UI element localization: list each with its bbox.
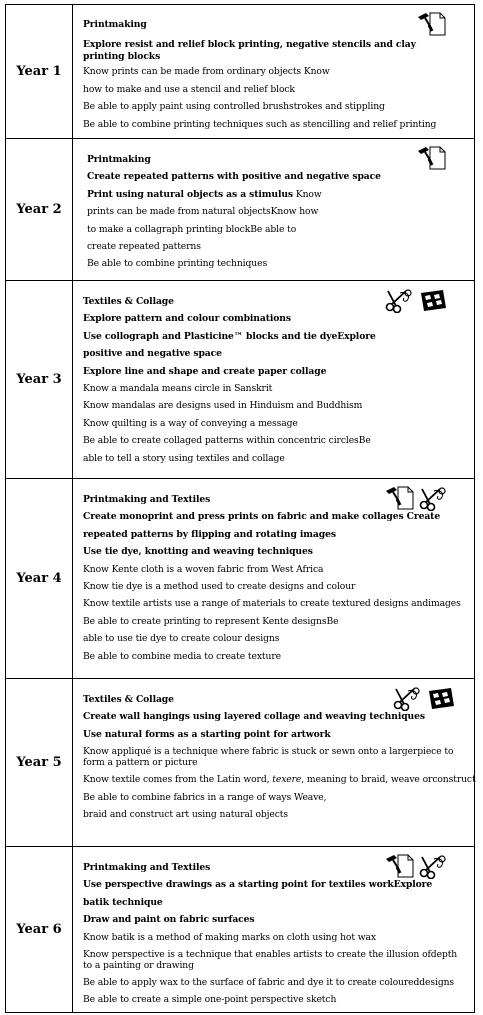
content-line: Know a mandala means circle in Sanskrit <box>83 383 273 395</box>
icon-group <box>384 287 448 313</box>
content-line: Textiles & Collage <box>83 296 174 307</box>
content-line: Know mandalas are designs used in Hinduism and Buddhism <box>83 400 363 412</box>
row-content <box>73 847 474 1012</box>
content-line: Printmaking <box>83 19 147 30</box>
content-line-bold: Print using natural objects as a stimulus <box>87 188 294 200</box>
icon-group <box>416 11 446 37</box>
row-content <box>73 679 482 846</box>
content-line: prints can be made from natural objectsKnow how <box>87 206 319 218</box>
content-line-lead: Know textile comes from the Latin word, <box>83 774 273 786</box>
content-line: Use collograph and Plasticine™ blocks and tie dyeExplore <box>83 330 376 342</box>
content-line: Know prints can be made from ordinary objects Know <box>83 66 330 78</box>
content-line: Know perspective is a technique that enables artists to create the illusion ofdepth to a painting or drawing <box>83 949 458 972</box>
table-row <box>5 281 475 479</box>
fabric-swatch-icon <box>426 685 456 711</box>
year-label: Year 2 <box>6 139 73 280</box>
content-line-tail: Know <box>293 188 322 200</box>
curriculum-table <box>5 4 475 1013</box>
content-line: Printmaking and Textiles <box>83 862 211 873</box>
content-line: Be able to combine fabrics in a range of ways Weave, <box>83 791 327 803</box>
content-line: Create monoprint and press prints on fabric and make collages Create <box>83 511 441 523</box>
content-line: batik technique <box>83 896 163 908</box>
content-line: Be able to combine printing techniques <box>87 258 268 270</box>
content-line: Create wall hangings using layered collage and weaving techniques <box>83 711 425 723</box>
content-line: Be able to create collaged patterns within concentric circlesBe <box>83 435 371 447</box>
content-line <box>87 186 468 203</box>
icon-group <box>416 145 446 171</box>
content-line: Be able to create a simple one-point perspective sketch <box>83 994 337 1006</box>
icon-group <box>384 485 448 511</box>
content-line: Know textile artists use a range of materials to create textured designs andimages <box>83 598 461 610</box>
content-line: Explore resist and relief block printing, negative stencils and clay <box>83 39 416 51</box>
paint-roller-icon <box>384 853 414 879</box>
row-content <box>73 479 474 678</box>
paint-roller-icon <box>416 145 446 171</box>
content-line: able to tell a story using textiles and collage <box>83 452 285 464</box>
content-line: Be able to create printing to represent Kente designsBe <box>83 615 339 627</box>
content-line: able to use tie dye to create colour designs <box>83 633 280 645</box>
content-line: Know batik is a method of making marks on cloth using hot wax <box>83 931 376 943</box>
content-line: Be able to combine media to create texture <box>83 650 281 662</box>
content-line: Be able to combine printing techniques such as stencilling and relief printing <box>83 118 437 130</box>
row-content <box>73 139 474 280</box>
content-line: braid and construct art using natural objects <box>83 809 289 821</box>
content-line-tail: , meaning to braid, weave orconstruct <box>301 774 476 786</box>
fabric-swatch-icon <box>418 287 448 313</box>
paint-roller-icon <box>384 485 414 511</box>
content-line: Know Kente cloth is a woven fabric from West Africa <box>83 563 324 575</box>
scissors-thread-icon <box>392 685 422 711</box>
year-label: Year 1 <box>6 5 73 138</box>
content-line: Know tie dye is a method used to create designs and colour <box>83 581 356 593</box>
scissors-thread-icon <box>418 485 448 511</box>
year-label: Year 5 <box>6 679 73 846</box>
content-line: Use natural forms as a starting point for artwork <box>83 728 331 740</box>
content-line: create repeated patterns <box>87 241 201 253</box>
content-line: Create repeated patterns with positive and negative space <box>87 171 381 183</box>
content-line <box>83 771 476 788</box>
row-content <box>73 281 474 478</box>
content-line: Be able to apply wax to the surface of fabric and dye it to create coloureddesigns <box>83 977 455 989</box>
content-line: Use tie dye, knotting and weaving techniques <box>83 546 313 558</box>
content-line: Textiles & Collage <box>83 694 174 705</box>
content-line: Explore pattern and colour combinations <box>83 313 291 325</box>
content-line: repeated patterns by flipping and rotating images <box>83 528 336 540</box>
content-line: Be able to apply paint using controlled brushstrokes and stippling <box>83 101 385 113</box>
content-line: Know quilting is a way of conveying a message <box>83 417 298 429</box>
year-label: Year 3 <box>6 281 73 478</box>
icon-group <box>392 685 456 711</box>
content-line: Explore line and shape and create paper collage <box>83 365 327 377</box>
year-label: Year 4 <box>6 479 73 678</box>
year-label: Year 6 <box>6 847 73 1012</box>
content-line-italic: texere <box>272 774 302 786</box>
table-row <box>5 479 475 679</box>
row-content <box>73 5 474 138</box>
content-line: positive and negative space <box>83 348 222 360</box>
content-line: to make a collagraph printing blockBe able to <box>87 223 297 235</box>
content-line: how to make and use a stencil and relief block <box>83 83 295 95</box>
paint-roller-icon <box>416 11 446 37</box>
content-line: Know appliqué is a technique where fabric is stuck or sewn onto a largerpiece to form a pattern or picture <box>83 746 454 769</box>
scissors-thread-icon <box>384 287 414 313</box>
table-row <box>5 139 475 281</box>
table-row <box>5 847 475 1013</box>
table-row <box>5 5 475 139</box>
content-line: printing blocks <box>83 51 161 63</box>
content-line: Use perspective drawings as a starting point for textiles workExplore <box>83 879 433 891</box>
icon-group <box>384 853 448 879</box>
content-line: Draw and paint on fabric surfaces <box>83 914 255 926</box>
content-line: Printmaking and Textiles <box>83 494 211 505</box>
scissors-thread-icon <box>418 853 448 879</box>
content-line: Printmaking <box>87 154 151 165</box>
table-row <box>5 679 475 847</box>
